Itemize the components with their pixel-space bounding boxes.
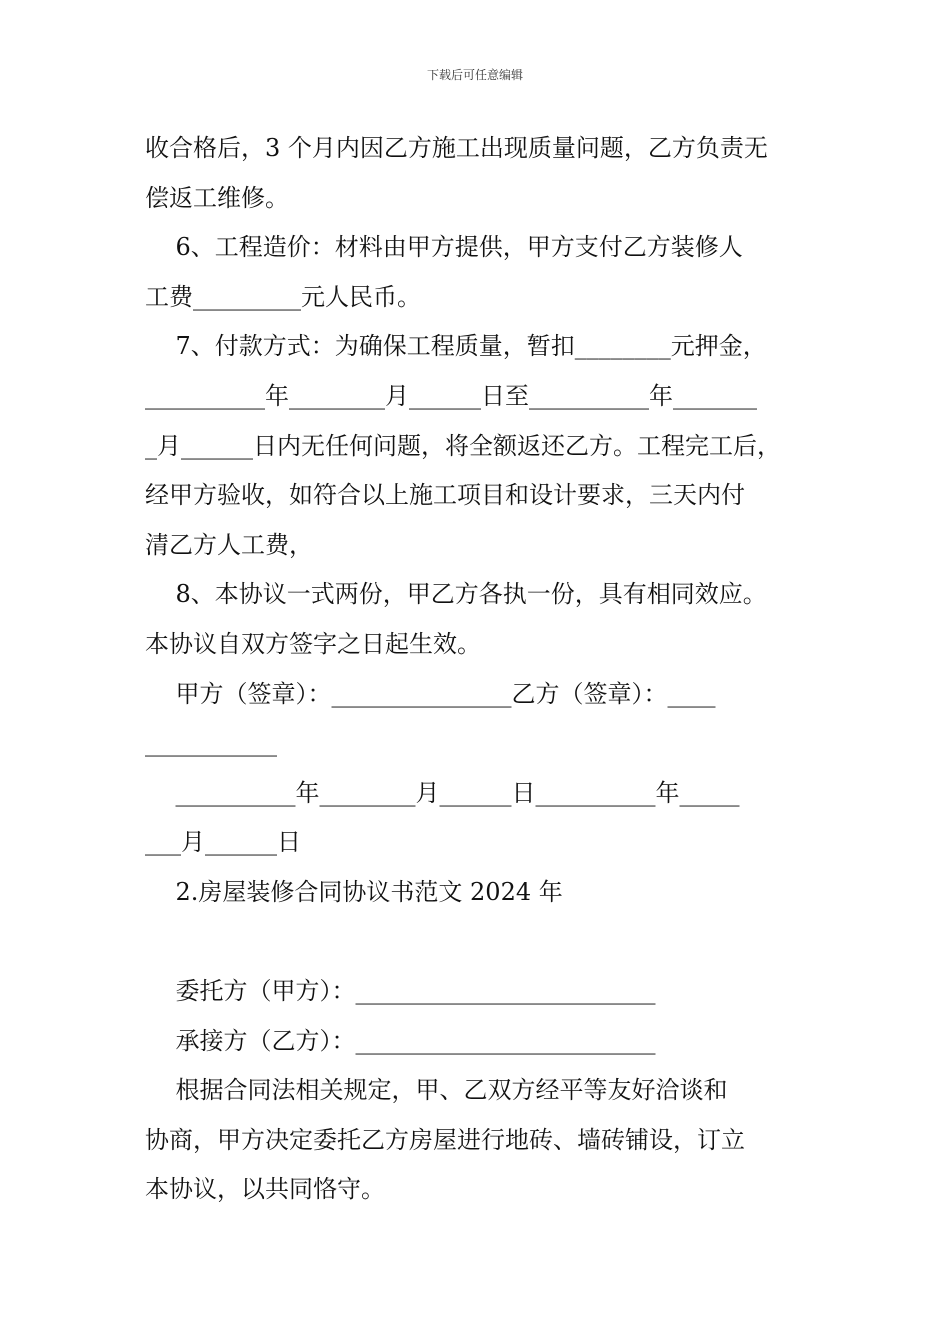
date-line: __________年________月______日__________年_____ — [145, 778, 740, 807]
paragraph-line: 根据合同法相关规定，甲、乙双方经平等友好洽谈和 — [145, 1076, 728, 1105]
party-line: 委托方（甲方）：_________________________ — [145, 977, 656, 1006]
page-header: 下载后可任意编辑 — [426, 68, 523, 82]
paragraph-line: 收合格后，3 个月内因乙方施工出现质量问题，乙方负责无 — [145, 134, 768, 162]
document-body — [145, 124, 835, 1215]
paragraph-line: 8、本协议一式两份，甲乙方各执一份，具有相同效应。 — [145, 580, 767, 609]
paragraph-line: 6、工程造价：材料由甲方提供，甲方支付乙方装修人 — [145, 233, 743, 262]
signature-line: ___________ — [145, 729, 277, 758]
date-line: ___月______日 — [145, 828, 301, 857]
paragraph-line: 偿返工维修。 — [145, 183, 289, 212]
blank-line — [145, 918, 835, 968]
paragraph-line: 本协议，以共同恪守。 — [145, 1175, 385, 1204]
section-title: 2.房屋装修合同协议书范文 2024 年 — [145, 877, 563, 906]
paragraph-line: 7、付款方式：为确保工程质量，暂扣________元押金， — [145, 332, 767, 361]
party-line: 承接方（乙方）：_________________________ — [145, 1026, 656, 1055]
paragraph-line: 协商，甲方决定委托乙方房屋进行地砖、墙砖铺设，订立 — [145, 1125, 745, 1154]
paragraph-line: 清乙方人工费， — [145, 530, 313, 559]
signature-line: 甲方（签章）：_______________乙方（签章）：____ — [145, 679, 716, 708]
paragraph-line: __________年________月______日至__________年_______ — [145, 381, 757, 410]
paragraph-line: 经甲方验收，如符合以上施工项目和设计要求，三天内付 — [145, 481, 745, 510]
paragraph-line: _月______日内无任何问题，将全额返还乙方。工程完工后， — [145, 431, 781, 460]
paragraph-line: 工费_________元人民币。 — [145, 282, 421, 311]
paragraph-line: 本协议自双方签字之日起生效。 — [145, 629, 481, 658]
